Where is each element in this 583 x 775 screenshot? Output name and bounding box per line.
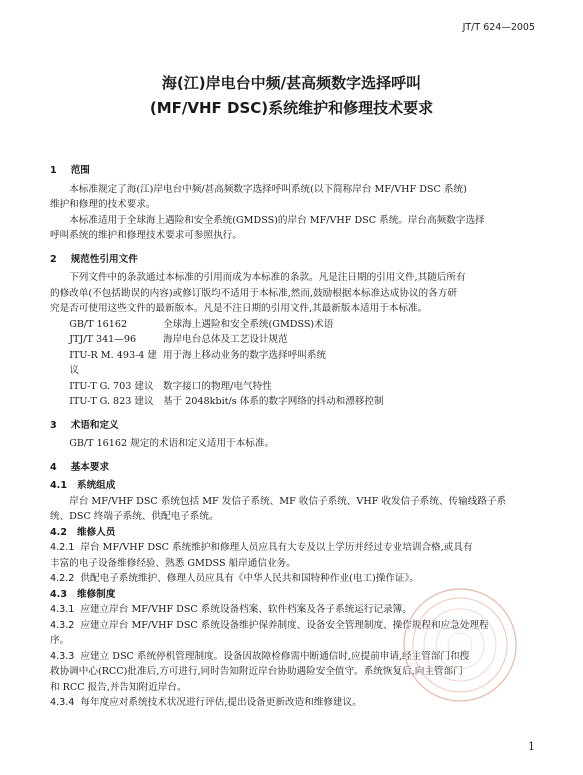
clause-text: 应建立 DSC 系统停机管理制度。设备因故障检修需中断通信时,应提前申请,经主管部门和搜 — [80, 650, 470, 662]
paragraph: 本标准适用于全球海上遇险和安全系统(GMDSS)的岸台 MF/VHF DSC 系统。岸台高频数字选择 — [69, 214, 485, 226]
subsection-title: 维修制度 — [77, 588, 116, 600]
subsection-number: 4.1 — [50, 480, 67, 491]
paragraph-continuation: 维护和修理的技术要求。 — [50, 199, 156, 210]
clause-text: 岸台 MF/VHF DSC 系统维护和修理人员应具有大专及以上学历并经过专业培训合格,或具有 — [80, 542, 473, 553]
reference-code: ITU-T G. 823 建议 — [69, 396, 154, 407]
subsection-4-1-heading — [50, 478, 540, 494]
reference-entry — [50, 348, 540, 379]
document-title-line-1: 海(江)岸电台中频/甚高频数字选择呼叫 — [161, 74, 422, 92]
clause-item — [50, 571, 540, 587]
section-3-heading — [50, 418, 540, 434]
section-number: 3 — [50, 419, 57, 431]
clause-text: 每年度应对系统技术状况进行评估,提出设备更新改造和维修建议。 — [80, 697, 362, 708]
clause-number: 4.3.4 — [50, 697, 75, 708]
paragraph: 岸台 MF/VHF DSC 系统包括 MF 发信子系统、MF 收信子系统、VHF 收发信子系统、传输线路子系 — [69, 495, 507, 507]
reference-title: 全球海上遇险和安全系统(GMDSS)术语 — [163, 318, 334, 330]
reference-entry — [50, 317, 540, 333]
reference-entry — [50, 379, 540, 395]
paragraph: 下列文件中的条款通过本标准的引用而成为本标准的条款。凡是注日期的引用文件,其随后所有 — [69, 272, 466, 283]
subsection-number: 4.2 — [50, 526, 67, 538]
section-1-heading — [50, 163, 540, 179]
clause-number: 4.2.2 — [50, 573, 75, 584]
subsection-title: 维修人员 — [77, 526, 116, 538]
paragraph-continuation: 统、DSC 终端子系统、供配电子系统。 — [50, 511, 219, 522]
clause-number: 4.3.3 — [50, 650, 75, 662]
clause-continuation: 丰富的电子设备维修经验、熟悉 GMDSS 船岸通信业务。 — [50, 557, 296, 569]
clause-text: 供配电子系统维护、修理人员应具有《中华人民共和国特种作业(电工)操作证》。 — [80, 573, 419, 584]
section-title: 规范性引用文件 — [70, 253, 138, 265]
reference-code: GB/T 16162 — [69, 318, 128, 330]
clause-number: 4.3.2 — [50, 619, 75, 631]
page-number: 1 — [528, 740, 535, 753]
clause-continuation: 序。 — [50, 635, 70, 646]
reference-title: 用于海上移动业务的数字选择呼叫系统 — [163, 349, 327, 361]
clause-item — [50, 540, 540, 556]
section-number: 4 — [50, 461, 57, 473]
section-number: 2 — [50, 253, 57, 265]
reference-title: 基于 2048kbit/s 体系的数字网络的抖动和漂移控制 — [163, 396, 384, 407]
document-body — [50, 155, 540, 711]
subsection-title: 系统组成 — [77, 480, 116, 491]
clause-number: 4.3.1 — [50, 604, 75, 615]
paragraph-continuation: 的修改单(不包括勘误的内容)或修订版均不适用于本标准,然而,鼓励根据本标准达成协议的各方研 — [50, 287, 457, 299]
standard-code: JT/T 624—2005 — [462, 22, 535, 33]
clause-item — [50, 649, 540, 665]
reference-code: ITU-T G. 703 建议 — [69, 380, 154, 392]
reference-code: JTJ/T 341—96 — [69, 334, 137, 345]
clause-continuation: 救协调中心(RCC)批准后,方可进行,同时告知附近岸台协助遇险安全值守。系统恢复后,向主管部门 — [50, 666, 463, 677]
clause-item — [50, 602, 540, 618]
section-4-heading — [50, 460, 540, 476]
reference-title: 数字接口的物理/电气特性 — [163, 380, 272, 392]
document-title-line-2: (MF/VHF DSC)系统维护和修理技术要求 — [149, 99, 434, 117]
subsection-number: 4.3 — [50, 588, 67, 600]
clause-continuation: 和 RCC 报告,并告知附近岸台。 — [50, 681, 187, 693]
section-number: 1 — [50, 165, 57, 176]
paragraph: 本标准规定了海(江)岸电台中频/甚高频数字选择呼叫系统(以下简称岸台 MF/VHF DSC 系统) — [69, 183, 467, 195]
reference-title: 海岸电台总体及工艺设计规范 — [163, 334, 288, 345]
clause-item — [50, 695, 540, 711]
section-2-heading — [50, 252, 540, 268]
paragraph: GB/T 16162 规定的术语和定义适用于本标准。 — [69, 438, 275, 449]
clause-text: 应建立岸台 MF/VHF DSC 系统设备档案、软件档案及各子系统运行记录簿。 — [80, 604, 412, 615]
paragraph-continuation: 呼叫系统的维护和修理技术要求可参照执行。 — [50, 230, 242, 241]
reference-entry — [50, 394, 540, 410]
clause-text: 应建立岸台 MF/VHF DSC 系统设备维护保养制度、设备安全管理制度、操作规程和应急处理程 — [80, 619, 489, 631]
reference-code: ITU-R M. 493-4 建议 — [69, 349, 158, 376]
subsection-4-2-heading — [50, 525, 540, 541]
paragraph-continuation: 究是否可使用这些文件的最新版本。凡是不注日期的引用文件,其最新版本适用于本标准。 — [50, 303, 428, 314]
reference-entry — [50, 332, 540, 348]
clause-item — [50, 618, 540, 634]
clause-number: 4.2.1 — [50, 542, 75, 553]
section-title: 术语和定义 — [70, 419, 119, 431]
subsection-4-3-heading — [50, 587, 540, 603]
section-title: 基本要求 — [70, 461, 110, 473]
section-title: 范围 — [70, 165, 90, 176]
